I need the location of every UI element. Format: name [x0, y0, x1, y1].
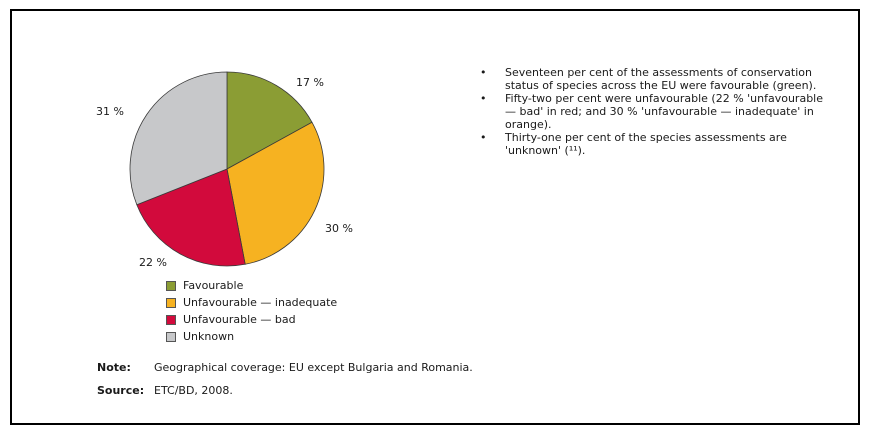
legend-swatch-unfavourable-bad [166, 315, 176, 325]
bullet-icon: • [480, 92, 487, 105]
legend-swatch-favourable [166, 281, 176, 291]
list-item [480, 66, 828, 92]
pie-label-favourable: 17 % [296, 76, 324, 89]
source-row [97, 384, 233, 397]
list-item [480, 131, 828, 157]
source-label: Source: [97, 384, 145, 397]
pie-label-unknown: 31 % [96, 105, 124, 118]
legend-label: Favourable [183, 279, 244, 292]
legend-item-favourable [166, 277, 337, 294]
legend-item-unfavourable-bad [166, 311, 337, 328]
legend [166, 277, 337, 345]
source-text: ETC/BD, 2008. [154, 384, 233, 397]
legend-swatch-unknown [166, 332, 176, 342]
note-label: Note: [97, 361, 131, 374]
legend-item-unknown [166, 328, 337, 345]
summary-bullet-list [480, 66, 828, 157]
legend-item-unfavourable-inadequate [166, 294, 337, 311]
legend-label: Unfavourable — inadequate [183, 296, 338, 309]
bullet-text: Seventeen per cent of the assessments of conservation status of species across the EU were favourable (green). [505, 66, 817, 92]
list-item [480, 92, 828, 131]
bullet-icon: • [480, 66, 487, 79]
pie-chart [122, 64, 332, 274]
legend-label: Unfavourable — bad [183, 313, 296, 326]
bullet-icon: • [480, 131, 487, 144]
note-row [97, 361, 473, 374]
bullet-text: Thirty-one per cent of the species assessments are 'unknown' (¹¹). [505, 131, 787, 157]
note-text: Geographical coverage: EU except Bulgaria and Romania. [154, 361, 473, 374]
pie-label-unfavourable-bad: 22 % [139, 256, 167, 269]
legend-swatch-unfavourable-inadequate [166, 298, 176, 308]
bullet-text: Fifty-two per cent were unfavourable (22 % 'unfavourable — bad' in red; and 30 % 'unfavourable — inadequate' in orange). [505, 92, 824, 131]
legend-label: Unknown [183, 330, 235, 343]
figure-border [10, 9, 860, 425]
pie-label-unfavourable-inadequate: 30 % [325, 222, 353, 235]
